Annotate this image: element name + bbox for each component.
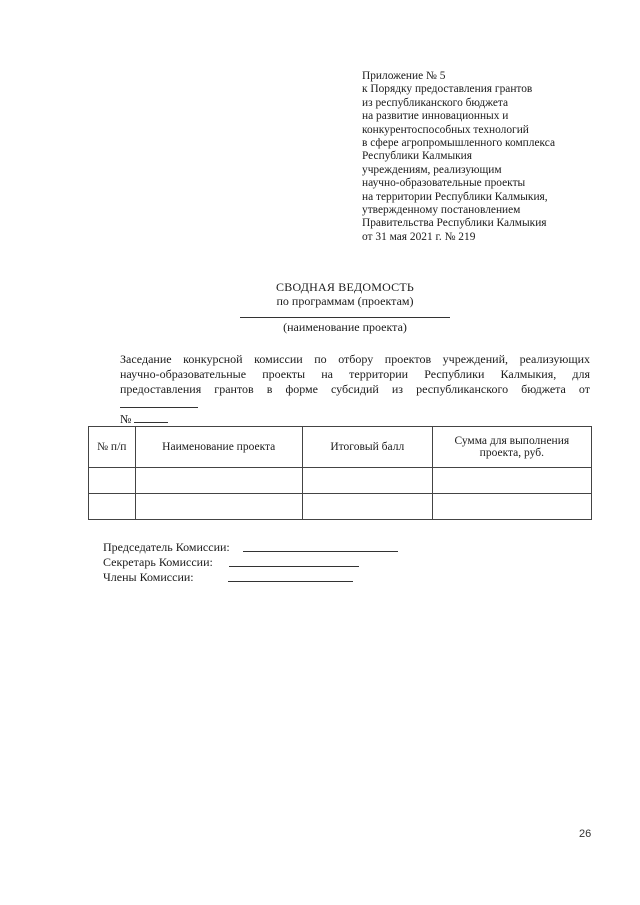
chairman-label: Председатель Комиссии: bbox=[103, 540, 230, 554]
meeting-paragraph bbox=[120, 352, 590, 427]
table-cell bbox=[432, 494, 591, 520]
appendix-line: утвержденному постановлением bbox=[362, 204, 521, 217]
chairman-signature-line bbox=[243, 540, 398, 552]
signature-secretary bbox=[103, 555, 230, 570]
signatures-block bbox=[103, 540, 230, 585]
appendix-line: Республики Калмыкия bbox=[362, 150, 473, 163]
table-row bbox=[89, 494, 592, 520]
document-subtitle: по программам (проектам) bbox=[276, 294, 414, 308]
project-name-caption: (наименование проекта) bbox=[283, 320, 407, 334]
appendix-line: Правительства Республики Калмыкия bbox=[362, 217, 547, 230]
appendix-line: из республиканского бюджета bbox=[362, 96, 509, 109]
secretary-label: Секретарь Комиссии: bbox=[103, 555, 213, 569]
members-signature-line bbox=[228, 570, 353, 582]
page-number: 26 bbox=[579, 828, 592, 840]
secretary-signature-line bbox=[229, 555, 359, 567]
table-header-row bbox=[89, 427, 592, 468]
table-cell bbox=[135, 494, 302, 520]
paragraph-line-date bbox=[120, 382, 590, 412]
header-amount: Сумма для выполнения проекта, руб. bbox=[432, 427, 591, 468]
table-cell bbox=[89, 494, 136, 520]
table-cell bbox=[135, 468, 302, 494]
project-name-blank bbox=[240, 316, 450, 318]
table-cell bbox=[89, 468, 136, 494]
table-row bbox=[89, 468, 592, 494]
appendix-line: от 31 мая 2021 г. № 219 bbox=[362, 230, 476, 243]
appendix-line: Приложение № 5 bbox=[362, 70, 446, 82]
members-label: Члены Комиссии: bbox=[103, 570, 194, 584]
table-cell bbox=[432, 468, 591, 494]
paragraph-line: научно-образовательные проекты на территории Республики Калмыкия, для bbox=[120, 367, 590, 381]
document-title: СВОДНАЯ ВЕДОМОСТЬ bbox=[276, 280, 414, 294]
date-blank bbox=[120, 398, 198, 408]
appendix-line: научно-образовательные проекты bbox=[362, 177, 526, 190]
number-sign: № bbox=[120, 412, 132, 426]
signature-members bbox=[103, 570, 230, 585]
signature-chairman bbox=[103, 540, 230, 555]
summary-table bbox=[88, 426, 592, 520]
header-number: № п/п bbox=[89, 427, 136, 468]
paragraph-line-text: предоставления грантов в форме субсидий из республиканского бюджета от bbox=[120, 382, 590, 396]
appendix-line: на развитие инновационных и bbox=[362, 110, 509, 123]
appendix-line: на территории Республики Калмыкия, bbox=[362, 190, 548, 203]
appendix-block bbox=[362, 70, 612, 244]
table-cell bbox=[302, 468, 432, 494]
paragraph-line: Заседание конкурсной комиссии по отбору проектов учреждений, реализующих bbox=[120, 352, 590, 366]
appendix-line: к Порядку предоставления грантов bbox=[362, 83, 533, 96]
appendix-line: учреждениям, реализующим bbox=[362, 163, 502, 176]
paragraph-line-number bbox=[120, 412, 590, 427]
header-total-score: Итоговый балл bbox=[302, 427, 432, 468]
table-cell bbox=[302, 494, 432, 520]
appendix-line: в сфере агропромышленного комплекса bbox=[362, 137, 556, 150]
document-title-block bbox=[0, 280, 640, 334]
header-project-name: Наименование проекта bbox=[135, 427, 302, 468]
appendix-line: конкурентоспособных технологий bbox=[362, 123, 529, 136]
number-blank bbox=[134, 413, 168, 423]
